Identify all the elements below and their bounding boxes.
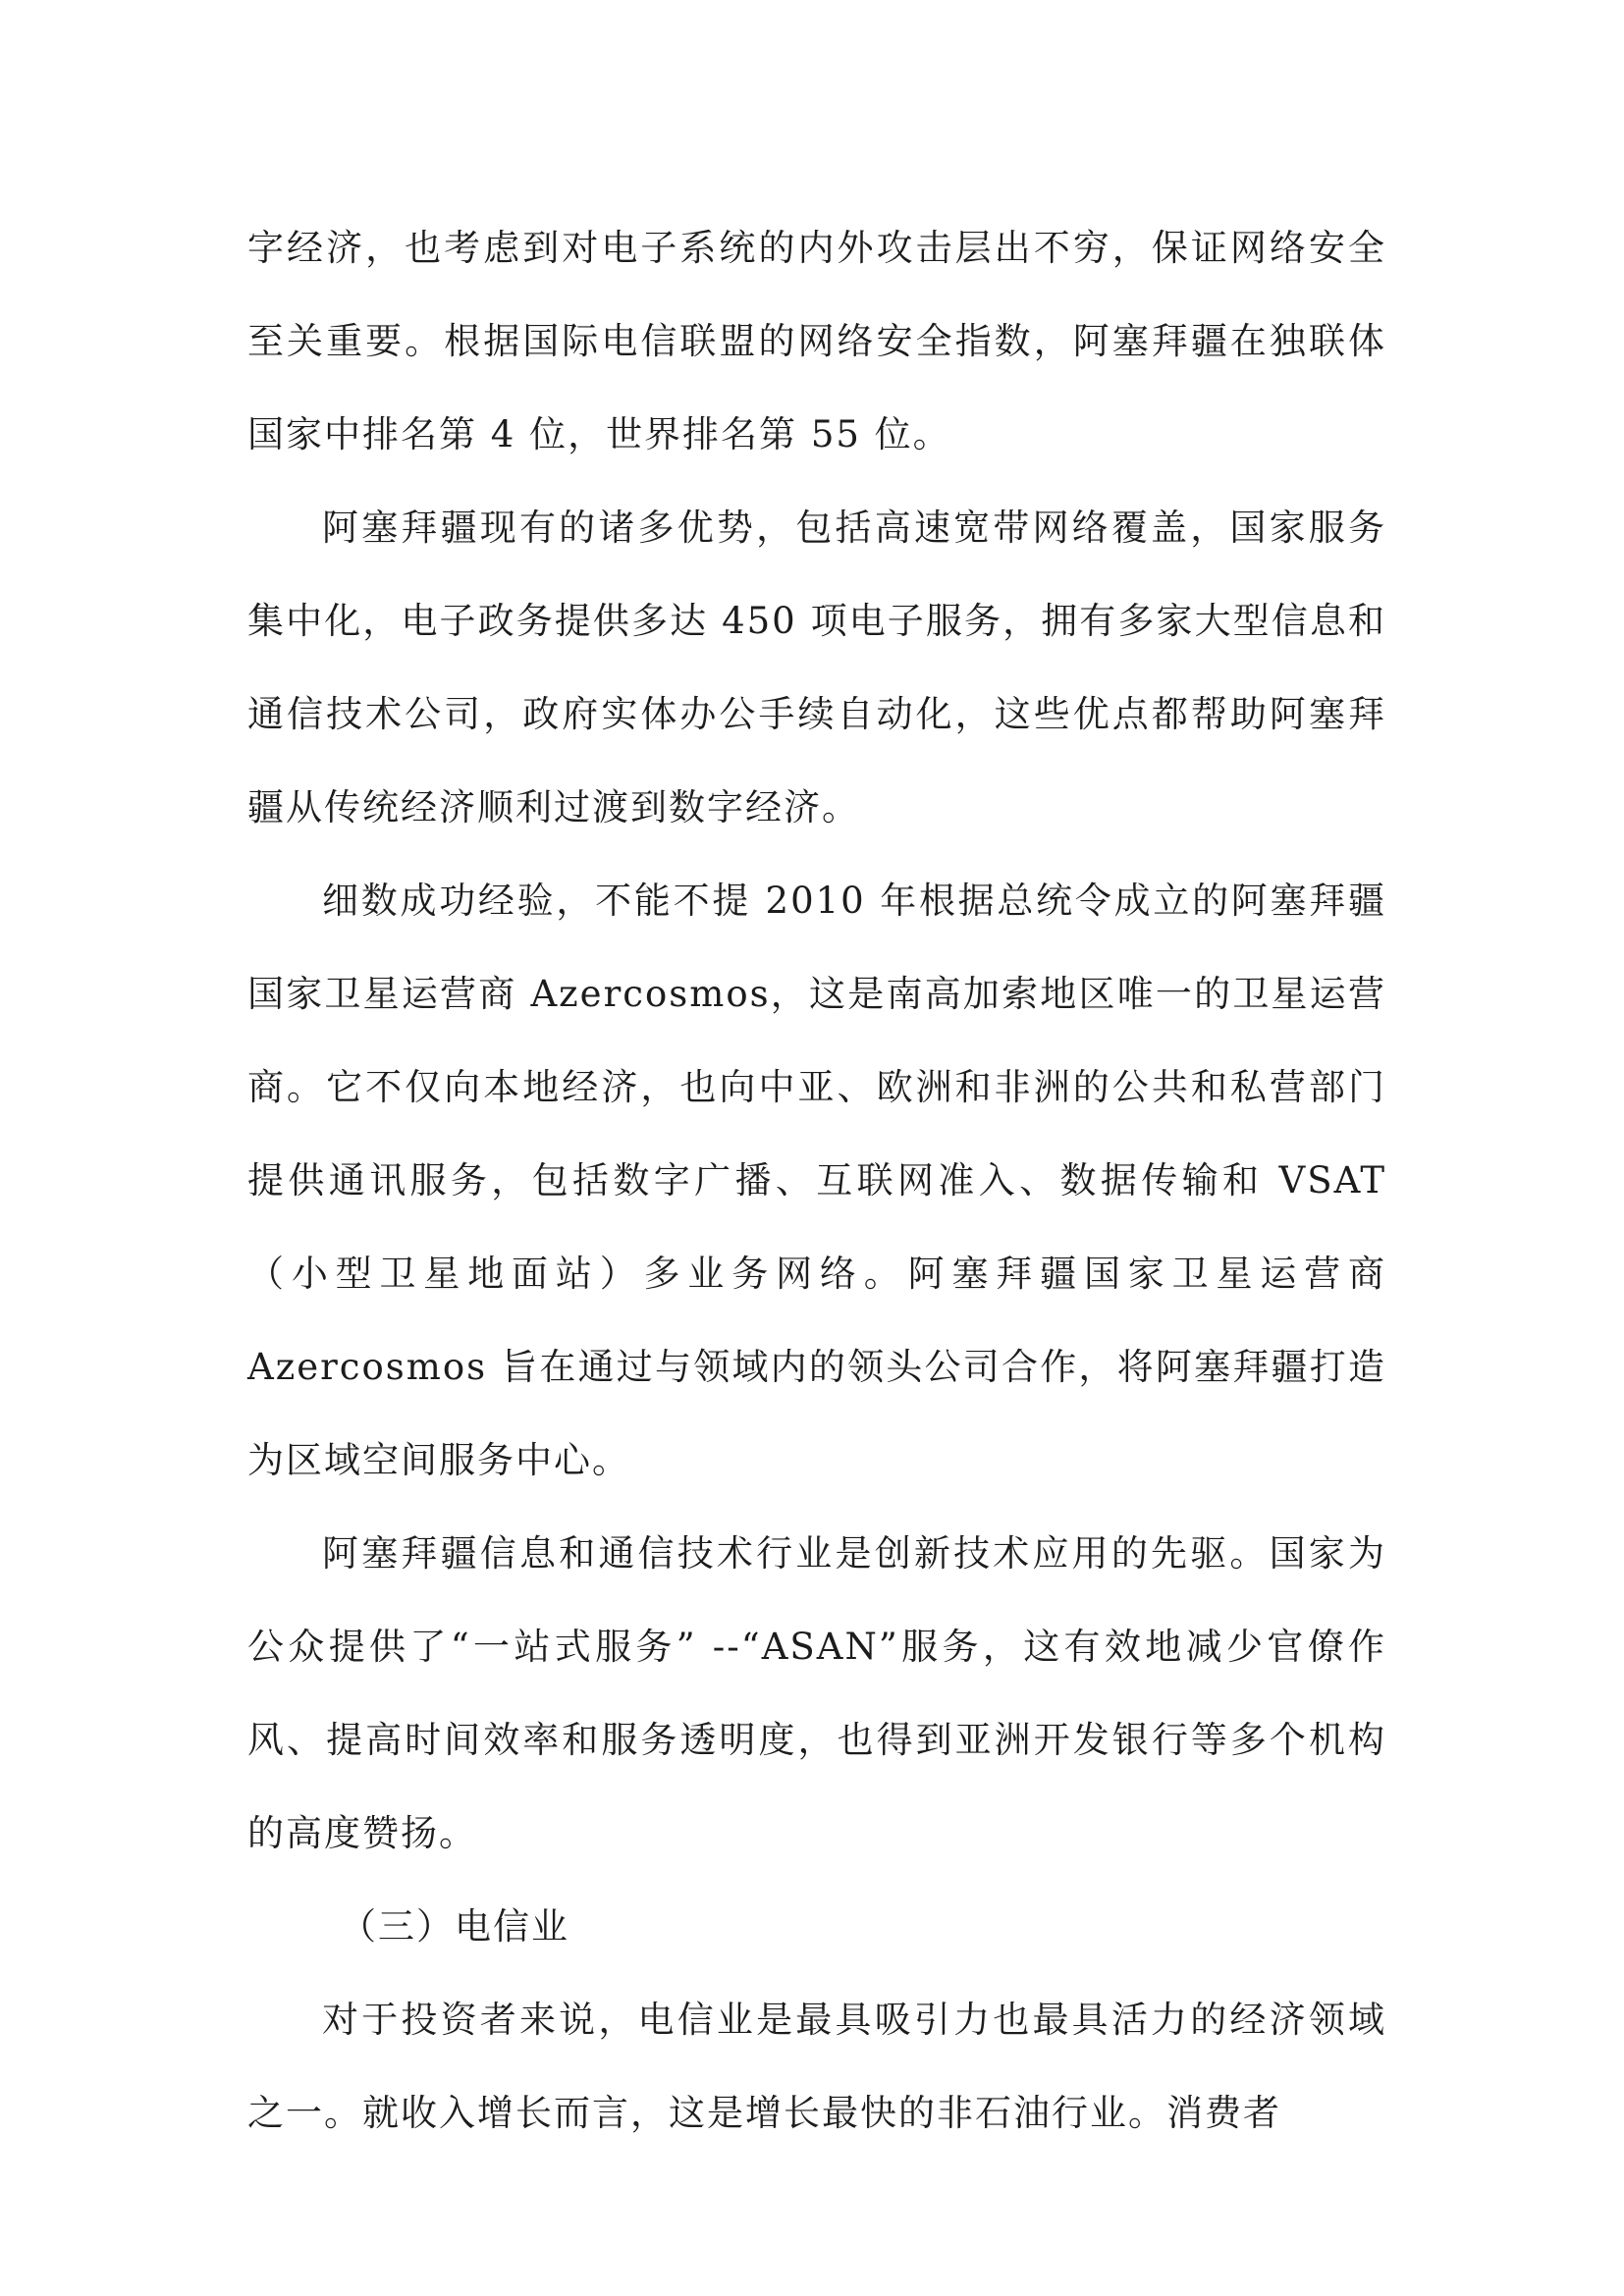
paragraph-azercosmos: 细数成功经验，不能不提 2010 年根据总统令成立的阿塞拜疆国家卫星运营商 Azercosmos，这是南高加索地区唯一的卫星运营商。它不仅向本地经济，也向中亚、欧洲和非洲的公共和私营部门提供通讯服务，包括数字广播、互联网准入、数据传输和 VSAT（小型卫星地面站）多业务网络。阿塞拜疆国家卫星运营商 Azercosmos 旨在通过与领域内的领头公司合作，将阿塞拜疆打造为区域空间服务中心。 xyxy=(247,880,1386,1481)
paragraph-telecom-intro: 对于投资者来说，电信业是最具吸引力也最具活力的经济领域之一。就收入增长而言，这是增长最快的非石油行业。消费者 xyxy=(247,1999,1386,2134)
paragraph-advantages: 阿塞拜疆现有的诸多优势，包括高速宽带网络覆盖，国家服务集中化，电子政务提供多达 450 项电子服务，拥有多家大型信息和通信技术公司，政府实体办公手续自动化，这些优点都帮助阿塞拜疆从传统经济顺利过渡到数字经济。 xyxy=(247,507,1386,828)
paragraph-cybersecurity-ranking: 字经济，也考虑到对电子系统的内外攻击层出不穷，保证网络安全至关重要。根据国际电信联盟的网络安全指数，阿塞拜疆在独联体国家中排名第 4 位，世界排名第 55 位。 xyxy=(247,227,1386,455)
paragraph-asan-service: 阿塞拜疆信息和通信技术行业是创新技术应用的先驱。国家为公众提供了“一站式服务” --“ASAN”服务，这有效地减少官僚作风、提高时间效率和服务透明度，也得到亚洲开发银行等多个机构的高度赞扬。 xyxy=(247,1532,1386,1854)
document-body xyxy=(247,201,1386,2160)
section-heading-telecom: （三）电信业 xyxy=(340,1905,569,1948)
